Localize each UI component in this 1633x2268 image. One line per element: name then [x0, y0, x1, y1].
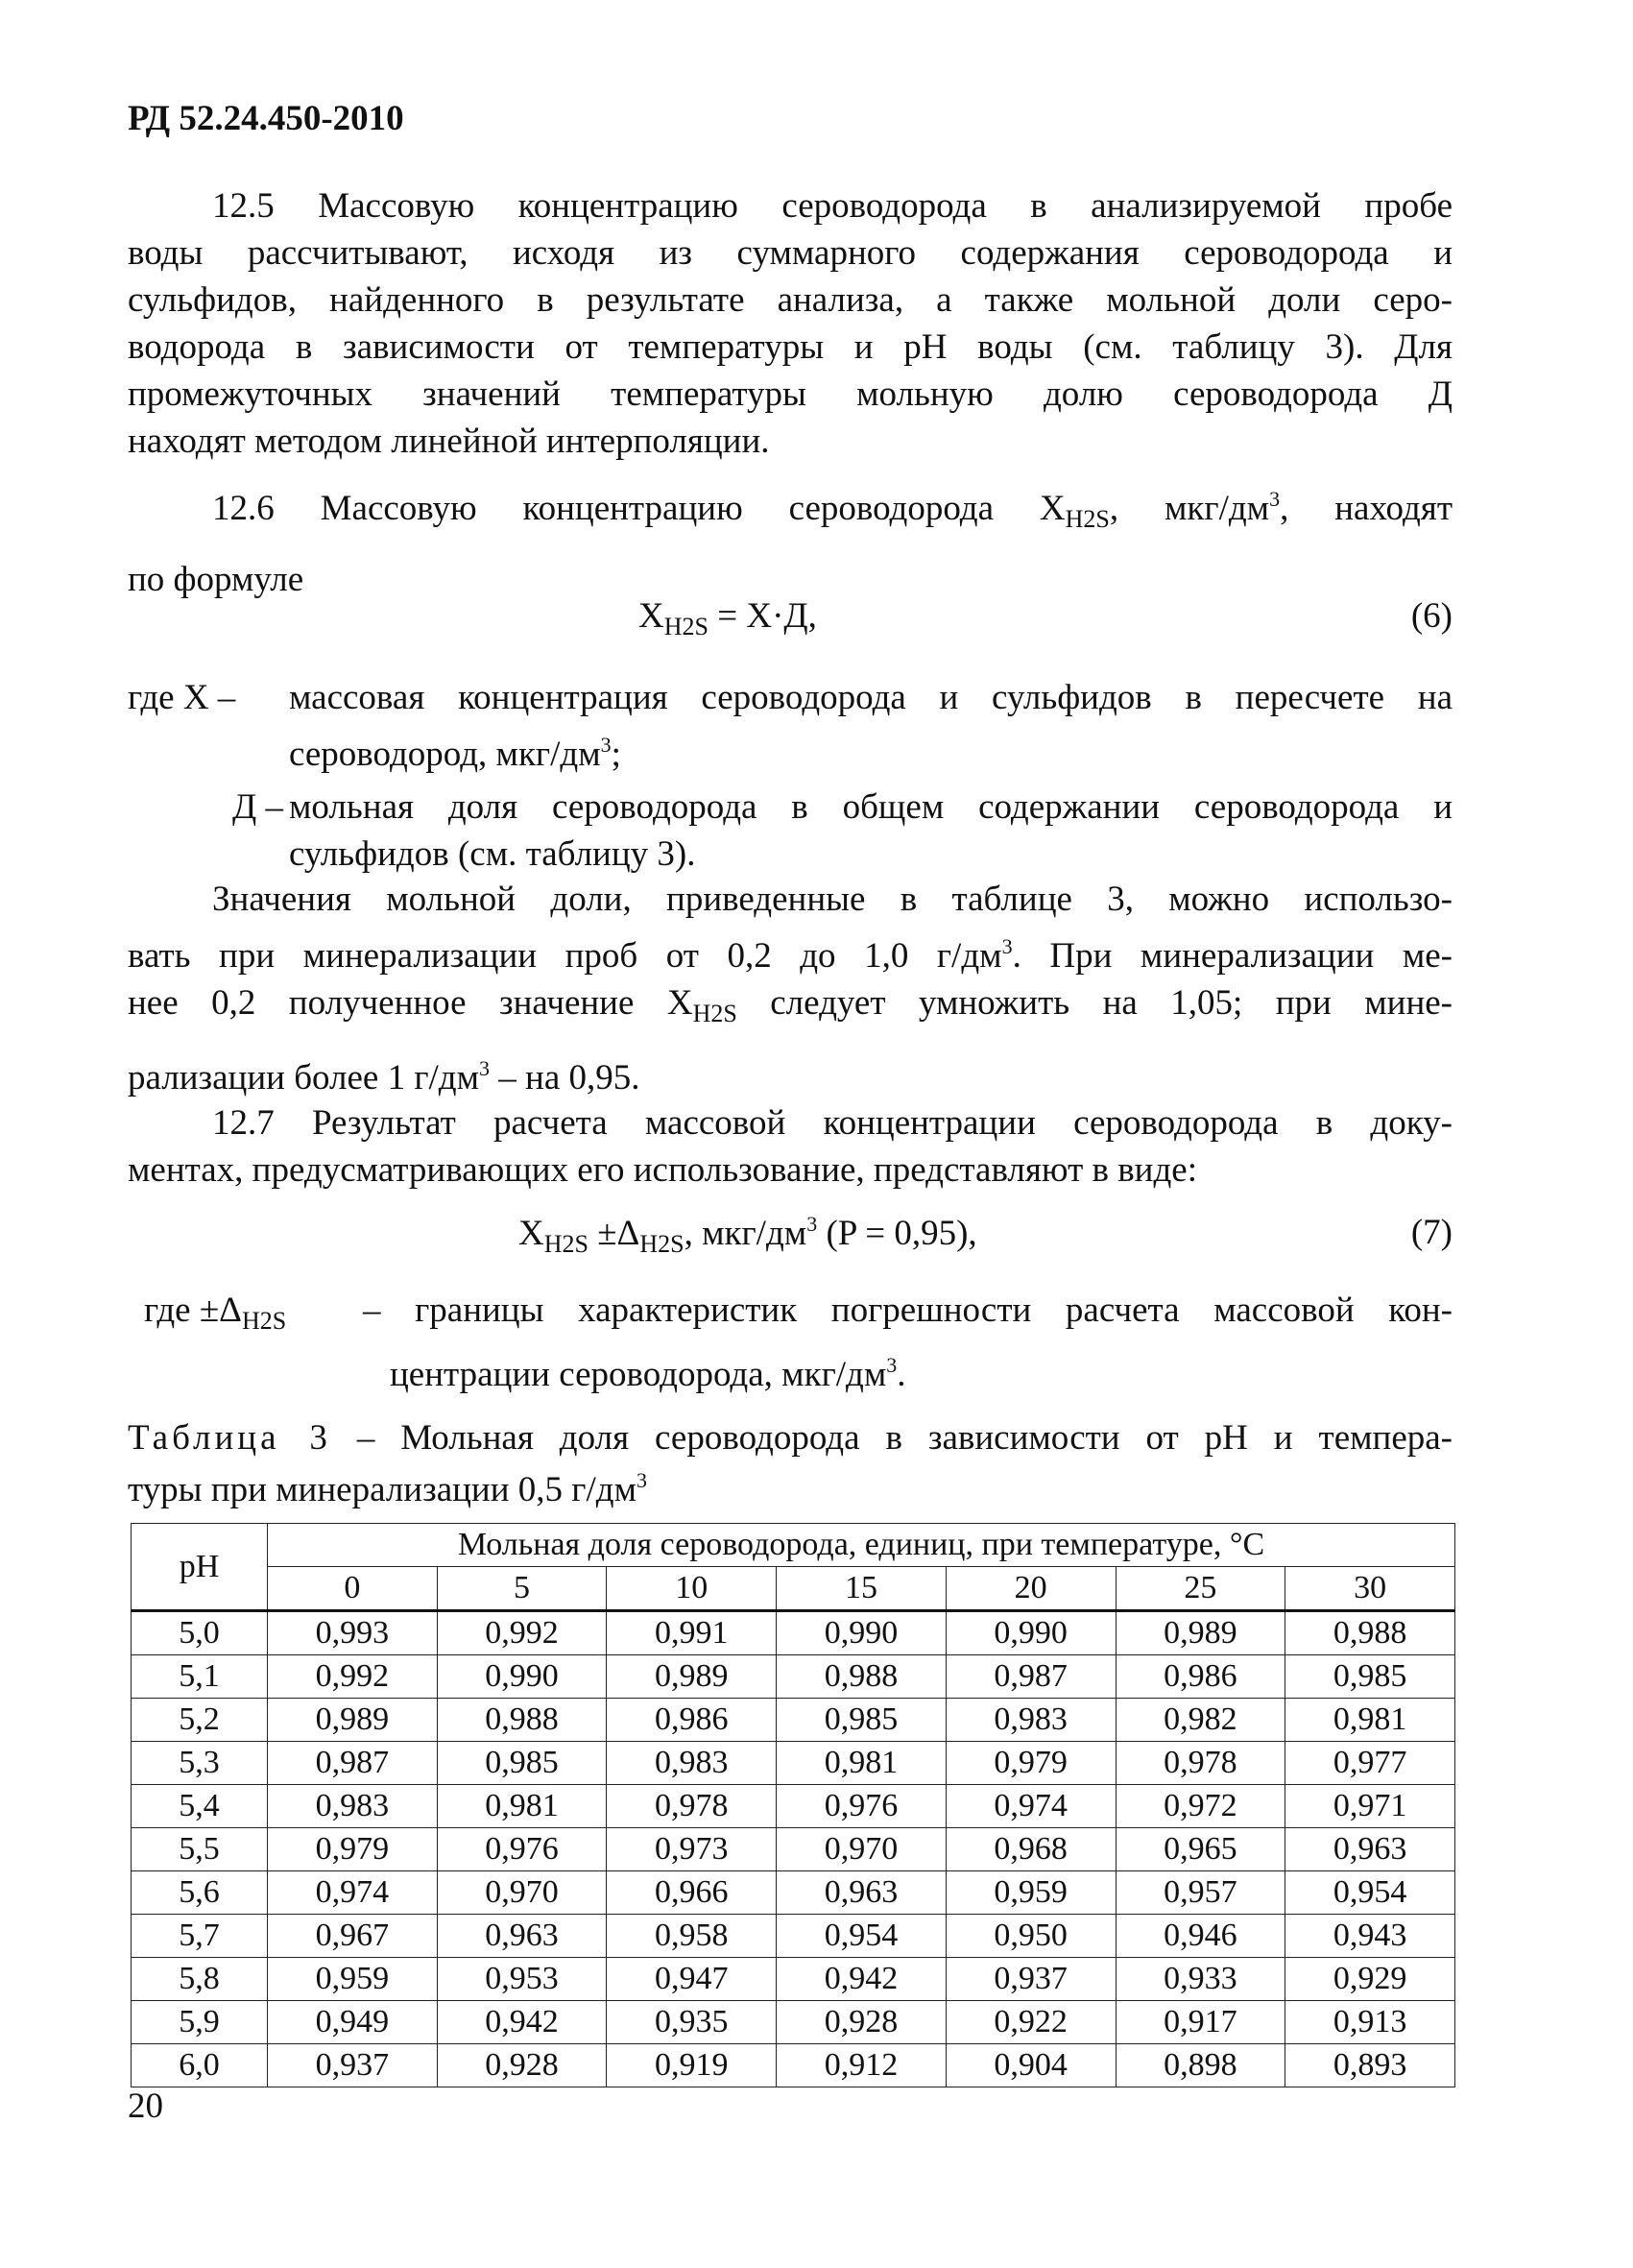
mole-fraction-cell: 0,942: [777, 1958, 947, 2001]
equation-number-6: (6): [1410, 596, 1453, 636]
mole-fraction-cell: 0,987: [268, 1742, 438, 1785]
mole-fraction-cell: 0,967: [268, 1915, 438, 1958]
mole-fraction-cell: 0,959: [946, 1871, 1116, 1915]
table-row: [132, 1699, 1455, 1742]
mole-fraction-cell: 0,970: [777, 1828, 947, 1871]
table-row: [132, 2001, 1455, 2044]
text-fragment: , мкг/дм: [1109, 489, 1270, 528]
mole-fraction-cell: 0,983: [607, 1742, 777, 1785]
mole-fraction-cell: 0,971: [1285, 1785, 1455, 1828]
mole-fraction-cell: 0,912: [777, 2044, 947, 2087]
formula-unit: , мкг/дм: [684, 1214, 807, 1253]
text-line: промежуточных значений температуры мольную долю сероводорода Д: [128, 374, 1453, 414]
mole-fraction-cell: 0,954: [777, 1915, 947, 1958]
formula-6: [638, 595, 817, 641]
legend-item-x: [128, 674, 1453, 778]
ph-cell: 5,0: [132, 1611, 268, 1655]
text-line: сульфидов (см. таблицу 3).: [289, 834, 696, 874]
text-fragment: следует умножить на 1,05; при мине-: [736, 983, 1453, 1023]
text-fragment: , находят: [1280, 489, 1453, 528]
text-line: [128, 1045, 1453, 1101]
mole-fraction-cell: 0,985: [1285, 1655, 1455, 1699]
formula-delta: ±Δ: [588, 1214, 640, 1253]
mole-fraction-cell: 0,985: [437, 1742, 607, 1785]
ph-cell: 5,7: [132, 1915, 268, 1958]
paragraph-12-5: [128, 182, 1453, 465]
mole-fraction-cell: 0,983: [946, 1699, 1116, 1742]
legend-text: [363, 1287, 1453, 1398]
text-fragment: . При минерализации ме-: [1012, 936, 1453, 976]
mole-fraction-cell: 0,904: [946, 2044, 1116, 2087]
table-row: [132, 1611, 1455, 1655]
mole-fraction-cell: 0,976: [777, 1785, 947, 1828]
caption-text: – Мольная доля сероводорода в зависимости от pH и темпера-: [330, 1418, 1453, 1458]
table-row: [132, 1742, 1455, 1785]
mole-fraction-cell: 0,982: [1116, 1699, 1285, 1742]
mole-fraction-cell: 0,954: [1285, 1871, 1455, 1915]
temperature-header-cell: 0: [268, 1567, 438, 1611]
formula-7-legend: [144, 1287, 1453, 1398]
temperature-header-cell: 20: [946, 1567, 1116, 1611]
mole-fraction-cell: 0,953: [437, 1958, 607, 2001]
text-fragment: – на 0,95.: [490, 1058, 640, 1098]
text-line: мольная доля сероводорода в общем содержании сероводорода и: [289, 787, 1453, 827]
ph-cell: 5,8: [132, 1958, 268, 2001]
mole-fraction-cell: 0,963: [437, 1915, 607, 1958]
formula-rhs: = X·Д,: [708, 596, 817, 636]
text-fragment: где ±Δ: [144, 1291, 242, 1330]
mole-fraction-cell: 0,943: [1285, 1915, 1455, 1958]
subscript: H2S: [663, 613, 708, 640]
formula-symbol: X: [638, 596, 664, 636]
table-row: [132, 1828, 1455, 1871]
text-line: [128, 923, 1453, 979]
mole-fraction-cell: 0,929: [1285, 1958, 1455, 2001]
mole-fraction-cell: 0,990: [946, 1611, 1116, 1655]
text-line: 12.5 Массовую концентрацию сероводорода в анализируемой пробе: [212, 186, 1453, 226]
table-row: [132, 2044, 1455, 2087]
paragraph-12-7: [128, 1099, 1453, 1194]
mole-fraction-cell: 0,988: [1285, 1611, 1455, 1655]
mole-fraction-cell: 0,949: [268, 2001, 438, 2044]
text-fragment: сероводород, мкг/дм: [289, 735, 601, 774]
superscript: 3: [806, 1212, 818, 1236]
mole-fraction-cell: 0,979: [268, 1828, 438, 1871]
mole-fraction-cell: 0,977: [1285, 1742, 1455, 1785]
text-line: [128, 979, 1453, 1037]
superscript: 3: [479, 1056, 491, 1080]
paragraph-mole-fraction-values: [128, 876, 1453, 1101]
mole-fraction-cell: 0,970: [437, 1871, 607, 1915]
text-fragment: рализации более 1 г/дм: [128, 1058, 480, 1098]
mole-fraction-cell: 0,981: [777, 1742, 947, 1785]
mole-fraction-cell: 0,989: [268, 1699, 438, 1742]
mole-fraction-cell: 0,974: [946, 1785, 1116, 1828]
table-row: [132, 1915, 1455, 1958]
mole-fraction-cell: 0,978: [1116, 1742, 1285, 1785]
table-row: [132, 1958, 1455, 2001]
mole-fraction-cell: 0,992: [268, 1655, 438, 1699]
text-fragment: 12.6 Массовую концентрацию сероводорода X: [212, 489, 1066, 528]
text-line: массовая концентрация сероводорода и сульфидов в пересчете на: [289, 678, 1453, 717]
text-line: водорода в зависимости от температуры и pH воды (см. таблицу 3). Для: [128, 327, 1453, 367]
text-fragment: нее 0,2 полученное значение X: [128, 983, 693, 1023]
mole-fraction-cell: 0,937: [268, 2044, 438, 2087]
subscript: H2S: [241, 1307, 287, 1335]
table-body: [132, 1611, 1455, 2087]
subscript: H2S: [639, 1230, 684, 1258]
caption-line: [128, 1417, 1453, 1460]
paragraph-12-6: [128, 475, 1453, 603]
subscript: H2S: [543, 1230, 588, 1258]
formula-7: [518, 1212, 977, 1259]
equation-number-7: (7): [1410, 1213, 1453, 1252]
subscript: H2S: [692, 1000, 737, 1027]
mole-fraction-cell: 0,893: [1285, 2044, 1455, 2087]
text-line: [363, 1341, 1453, 1398]
ph-cell: 5,5: [132, 1828, 268, 1871]
formula-unit-tail: (P = 0,95),: [817, 1214, 977, 1253]
mole-fraction-cell: 0,933: [1116, 1958, 1285, 2001]
mole-fraction-cell: 0,946: [1116, 1915, 1285, 1958]
text-line: находят методом линейной интерполяции.: [128, 422, 770, 461]
ph-cell: 6,0: [132, 2044, 268, 2087]
ph-cell: 5,4: [132, 1785, 268, 1828]
temperature-header-cell: 30: [1285, 1567, 1455, 1611]
legend-text: [289, 784, 1453, 878]
superscript: 3: [886, 1353, 898, 1377]
mole-fraction-cell: 0,935: [607, 2001, 777, 2044]
mole-fraction-cell: 0,963: [1285, 1828, 1455, 1871]
mole-fraction-cell: 0,983: [268, 1785, 438, 1828]
formula-6-legend: [128, 674, 1453, 878]
mole-fraction-cell: 0,979: [946, 1742, 1116, 1785]
text-line: [289, 721, 1453, 778]
text-fragment: .: [897, 1355, 906, 1394]
ph-cell: 5,2: [132, 1699, 268, 1742]
mole-fraction-cell: 0,987: [946, 1655, 1116, 1699]
mole-fraction-cell: 0,965: [1116, 1828, 1285, 1871]
text-fragment: ;: [611, 735, 621, 774]
text-line: по формуле: [128, 560, 304, 599]
temperature-header-cell: 25: [1116, 1567, 1285, 1611]
mole-fraction-cell: 0,991: [607, 1611, 777, 1655]
mole-fraction-cell: 0,973: [607, 1828, 777, 1871]
ph-cell: 5,9: [132, 2001, 268, 2044]
legend-lead: Д –: [232, 787, 283, 827]
superscript: 3: [600, 733, 612, 757]
mole-fraction-cell: 0,978: [607, 1785, 777, 1828]
mole-fraction-cell: 0,966: [607, 1871, 777, 1915]
text-line: [128, 475, 1453, 543]
table-row: [132, 1785, 1455, 1828]
temperature-header-cell: 10: [607, 1567, 777, 1611]
subscript: H2S: [1065, 505, 1110, 533]
legend-lead: где Х –: [128, 678, 236, 717]
mole-fraction-cell: 0,988: [437, 1699, 607, 1742]
mole-fraction-cell: 0,957: [1116, 1871, 1285, 1915]
text-fragment: туры при минерализации 0,5 г/дм: [128, 1470, 636, 1509]
mole-fraction-cell: 0,986: [607, 1699, 777, 1742]
mole-fraction-cell: 0,989: [1116, 1611, 1285, 1655]
mole-fraction-cell: 0,928: [777, 2001, 947, 2044]
text-fragment: центрации сероводорода, мкг/дм: [390, 1355, 887, 1394]
mole-fraction-cell: 0,981: [437, 1785, 607, 1828]
text-line: сульфидов, найденного в результате анализа, а также мольной доли серо-: [128, 280, 1453, 320]
mole-fraction-cell: 0,937: [946, 1958, 1116, 2001]
mole-fraction-cell: 0,974: [268, 1871, 438, 1915]
mole-fraction-cell: 0,990: [777, 1611, 947, 1655]
text-fragment: вать при минерализации проб от 0,2 до 1,0 г/дм: [128, 936, 1002, 976]
mole-fraction-cell: 0,917: [1116, 2001, 1285, 2044]
mole-fraction-cell: 0,922: [946, 2001, 1116, 2044]
mole-fraction-table: [131, 1523, 1455, 2087]
superscript: 3: [636, 1468, 647, 1492]
ph-cell: 5,3: [132, 1742, 268, 1785]
superscript: 3: [1001, 934, 1013, 958]
table-row: [132, 1871, 1455, 1915]
mole-fraction-cell: 0,947: [607, 1958, 777, 2001]
mole-fraction-cell: 0,958: [607, 1915, 777, 1958]
text-line: 12.7 Результат расчета массовой концентрации сероводорода в доку-: [212, 1103, 1453, 1143]
temperature-header-cell: 5: [437, 1567, 607, 1611]
mole-fraction-cell: 0,992: [437, 1611, 607, 1655]
caption-line: [128, 1460, 1453, 1511]
text-line: ментах, предусматривающих его использование, представляют в виде:: [128, 1150, 1198, 1190]
mole-fraction-cell: 0,989: [607, 1655, 777, 1699]
mole-fraction-cell: 0,981: [1285, 1699, 1455, 1742]
ph-cell: 5,6: [132, 1871, 268, 1915]
mole-fraction-cell: 0,963: [777, 1871, 947, 1915]
mole-fraction-cell: 0,898: [1116, 2044, 1285, 2087]
mole-fraction-cell: 0,928: [437, 2044, 607, 2087]
mole-fraction-cell: 0,972: [1116, 1785, 1285, 1828]
text-line: – границы характеристик погрешности расчета массовой кон-: [363, 1291, 1453, 1330]
mole-fraction-cell: 0,968: [946, 1828, 1116, 1871]
mole-fraction-cell: 0,990: [437, 1655, 607, 1699]
legend-lead: [144, 1287, 363, 1398]
table-label: Таблица 3: [128, 1418, 331, 1458]
mole-fraction-cell: 0,942: [437, 2001, 607, 2044]
mole-fraction-cell: 0,919: [607, 2044, 777, 2087]
temperature-group-header: Мольная доля сероводорода, единиц, при температуре, °C: [268, 1524, 1455, 1567]
legend-text: [289, 674, 1453, 778]
text-line: воды рассчитывают, исходя из суммарного содержания сероводорода и: [128, 233, 1453, 273]
mole-fraction-cell: 0,986: [1116, 1655, 1285, 1699]
mole-fraction-cell: 0,976: [437, 1828, 607, 1871]
mole-fraction-cell: 0,913: [1285, 2001, 1455, 2044]
temperature-header-cell: 15: [777, 1567, 947, 1611]
ph-column-header: pH: [132, 1524, 268, 1611]
temperature-header-row: [132, 1567, 1455, 1611]
table-caption: [128, 1417, 1453, 1511]
superscript: 3: [1269, 487, 1281, 511]
document-code-header: РД 52.24.450-2010: [128, 99, 404, 138]
formula-symbol: X: [518, 1214, 544, 1253]
legend-item-d: [128, 784, 1453, 878]
mole-fraction-cell: 0,950: [946, 1915, 1116, 1958]
mole-fraction-cell: 0,988: [777, 1655, 947, 1699]
ph-cell: 5,1: [132, 1655, 268, 1699]
mole-fraction-cell: 0,959: [268, 1958, 438, 2001]
mole-fraction-cell: 0,993: [268, 1611, 438, 1655]
mole-fraction-cell: 0,985: [777, 1699, 947, 1742]
legend-item-delta: [144, 1287, 1453, 1398]
page-number: 20: [128, 2087, 163, 2126]
table-row: [132, 1655, 1455, 1699]
text-line: Значения мольной доли, приведенные в таблице 3, можно использо-: [212, 880, 1453, 919]
